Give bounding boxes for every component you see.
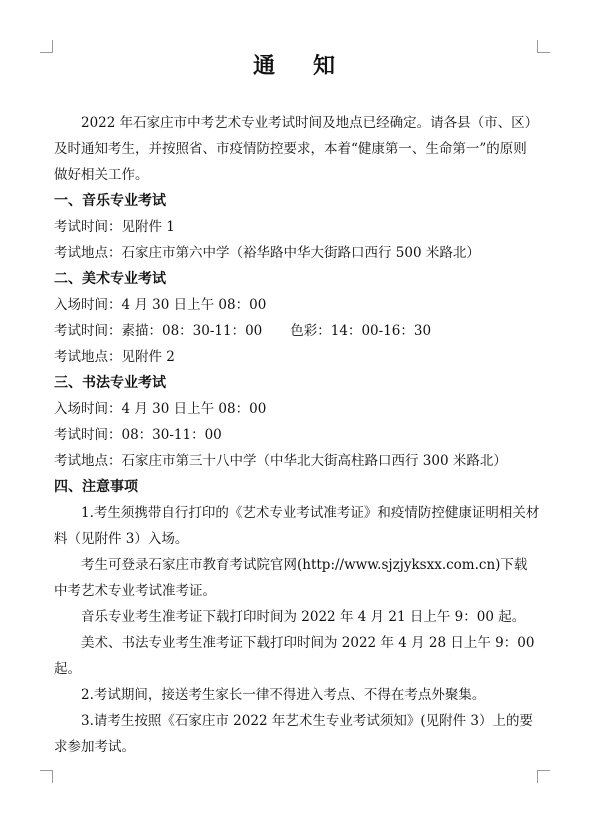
calligraphy-place: 考试地点：石家庄市第三十八中学（中华北大街高柱路口西行 300 米路北） bbox=[54, 453, 507, 469]
music-place: 考试地点：石家庄市第六中学（裕华路中华大街路口西行 500 米路北） bbox=[54, 245, 480, 261]
crop-mark-bottom-right bbox=[537, 770, 550, 783]
calligraphy-heading: 三、书法专业考试 bbox=[54, 375, 166, 391]
art-heading: 二、美术专业考试 bbox=[54, 271, 166, 287]
notes-item-2: 2.考试期间，接送考生家长一律不得进入考点、不得在考点外聚集。 bbox=[81, 687, 486, 703]
art-entry-time: 入场时间：4 月 30 日上午 08：00 bbox=[54, 297, 267, 313]
notes-item-1-art-print: 美术、书法专业考生准考证下载打印时间为 2022 年 4 月 28 日上午 9：00 起。 bbox=[54, 635, 535, 677]
title-char-1: 通 bbox=[252, 53, 277, 79]
page-title bbox=[0, 51, 590, 81]
art-place: 考试地点：见附件 2 bbox=[54, 349, 175, 365]
title-char-2: 知 bbox=[313, 53, 338, 79]
art-exam-time bbox=[54, 318, 540, 344]
notes-heading: 四、注意事项 bbox=[54, 479, 138, 495]
document-body bbox=[54, 110, 540, 760]
notes-item-1-music-print: 音乐专业考生准考证下载打印时间为 2022 年 4 月 21 日上午 9：00 起。 bbox=[81, 609, 526, 625]
notes-item-1-download: 考生可登录石家庄市教育考试院官网(http://www.sjzjyksxx.com.cn)下载中考艺术专业考试准考证。 bbox=[54, 557, 528, 599]
art-exam-time-sketch: 考试时间：素描：08：30-11：00 bbox=[54, 323, 263, 339]
notes-item-3: 3.请考生按照《石家庄市 2022 年艺术生专业考试须知》(见附件 3）上的要求参加考试。 bbox=[54, 713, 533, 755]
crop-mark-bottom-left bbox=[40, 770, 53, 783]
music-heading: 一、音乐专业考试 bbox=[54, 193, 166, 209]
calligraphy-exam-time: 考试时间：08：30-11：00 bbox=[54, 427, 222, 443]
notes-item-1: 1.考生须携带自行打印的《艺术专业考试准考证》和疫情防控健康证明相关材料（见附件 3）入场。 bbox=[54, 505, 540, 547]
calligraphy-entry-time: 入场时间：4 月 30 日上午 08：00 bbox=[54, 401, 267, 417]
intro-paragraph: 2022 年石家庄市中考艺术专业考试时间及地点已经确定。请各县（市、区）及时通知考生，并按照省、市疫情防控要求，本着“健康第一、生命第一”的原则做好相关工作。 bbox=[54, 115, 539, 183]
art-exam-time-color: 色彩：14：00-16：30 bbox=[290, 323, 432, 339]
music-time: 考试时间：见附件 1 bbox=[54, 219, 175, 235]
